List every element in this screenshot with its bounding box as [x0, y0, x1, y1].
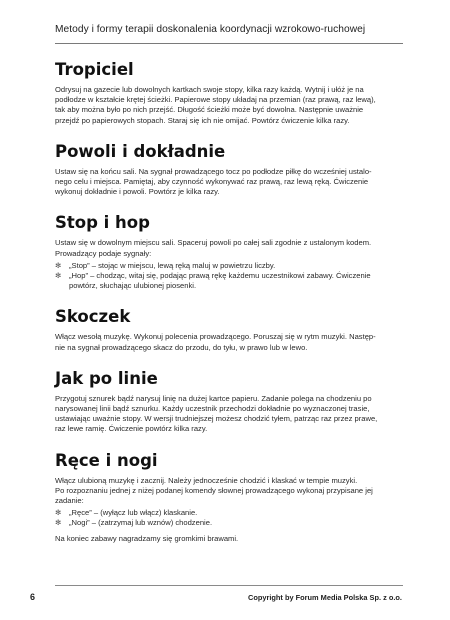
body-line: Po rozpoznaniu jednej z niżej podanej komendy słownej prowadzącego wykonaj przypisane jej	[55, 485, 373, 495]
copyright-notice: Copyright by Forum Media Polska Sp. z o.o.	[248, 593, 402, 602]
body-line: Prowadzący podaje sygnały:	[55, 248, 152, 258]
running-header: Metody i formy terapii doskonalenia koordynacji wzrokowo-ruchowej	[55, 24, 366, 35]
list-item	[55, 261, 403, 271]
section-title: Jak po linie	[55, 368, 158, 388]
section-body	[55, 332, 403, 352]
asterisk-bullet-icon: ✻	[55, 508, 62, 518]
header-divider	[55, 43, 403, 44]
body-line: narysowanej linii bądź sznurku. Każdy uczestnik przechodzi dokładnie po wyznaczonej trasie,	[55, 404, 370, 414]
bullet-line: „Hop” – chodząc, witaj się, podając prawą rękę każdemu uczestnikowi zabawy. Ćwiczenie	[69, 271, 371, 281]
bullet-line: „Stop” – stojąc w miejscu, lewą ręką maluj w powietrzu liczby.	[69, 260, 276, 270]
section-body	[55, 476, 403, 507]
section-1	[55, 142, 403, 198]
bullet-list	[55, 261, 403, 292]
asterisk-bullet-icon: ✻	[55, 260, 62, 270]
list-item	[55, 518, 403, 528]
section-title: Powoli i dokładnie	[55, 141, 226, 161]
section-0	[55, 60, 403, 126]
body-line: Ustaw się w dowolnym miejscu sali. Spaceruj powoli po całej sali zgodnie z ustalonym kodem.	[55, 238, 372, 248]
section-4	[55, 369, 403, 435]
section-title: Tropiciel	[55, 60, 134, 79]
section-closing	[55, 534, 403, 544]
body-line: Ustaw się na końcu sali. Na sygnał prowadzącego tocz po podłodze piłkę do wcześniej ustalo-	[55, 166, 372, 176]
body-line: Włącz ulubioną muzykę i zacznij. Należy jednocześnie chodzić i klaskać w tempie muzyki.	[55, 475, 358, 485]
section-title: Skoczek	[55, 307, 131, 327]
section-body	[55, 238, 403, 258]
bullet-list	[55, 508, 403, 528]
page-number: 6	[30, 592, 36, 602]
body-line: nego celu i miejsca. Pamiętaj, aby czynność wykonywać raz prawą, raz lewą ręką. Ćwiczenie	[55, 177, 369, 187]
section-title: Stop i hop	[55, 213, 150, 233]
asterisk-bullet-icon: ✻	[55, 271, 62, 281]
section-title: Ręce i nogi	[55, 450, 158, 470]
body-line: tak aby można było po nich przejść. Długość ścieżki może być dowolna. Następnie uważnie	[55, 105, 364, 115]
body-line: wykonuj dokładnie i powoli. Powtórz je kilka razy.	[55, 187, 220, 197]
body-line: raz lewe ramię. Ćwiczenie powtórz kilka razy.	[55, 424, 208, 434]
list-item	[55, 271, 403, 291]
bullet-line: „Nogi” – (zatrzymaj lub wznów) chodzenie.	[69, 518, 213, 528]
body-line: nie na sygnał prowadzącego skacz do przodu, do tyłu, w prawo lub w lewo.	[55, 342, 308, 352]
body-line: Na koniec zabawy nagradzamy się gromkimi brawami.	[55, 533, 239, 543]
main-content	[55, 60, 403, 560]
section-5	[55, 451, 403, 544]
body-line: zadanie:	[55, 496, 84, 506]
footer-divider	[55, 585, 403, 586]
bullet-line: powtórz, słuchając ulubionej piosenki.	[69, 281, 197, 291]
section-body	[55, 394, 403, 435]
body-line: Przygotuj sznurek bądź narysuj linię na dużej kartce papieru. Zadanie polega na chodzeniu po	[55, 393, 372, 403]
body-line: podłodze w kształcie krętej ścieżki. Papierowe stopy układaj na przemian (raz prawą, raz lewą),	[55, 95, 376, 105]
section-3	[55, 307, 403, 352]
asterisk-bullet-icon: ✻	[55, 518, 62, 528]
section-body	[55, 85, 403, 126]
body-line: Włącz wesołą muzykę. Wykonuj polecenia prowadzącego. Poruszaj się w rytm muzyki. Następ-	[55, 332, 376, 342]
body-line: Odrysuj na gazecie lub dowolnych kartkach swoje stopy, kilka razy każdą. Wytnij i ułóż je na	[55, 85, 364, 94]
body-line: ustawiając uważnie stopy. W wersji trudniejszej możesz chodzić tyłem, patrząc raz przez prawe,	[55, 414, 378, 424]
body-line: przejdź po papierowych stopach. Staraj się ich nie omijać. Powtórz ćwiczenie kilka razy.	[55, 115, 350, 125]
bullet-line: „Ręce” – (wyłącz lub włącz) klaskanie.	[69, 508, 198, 518]
section-body	[55, 167, 403, 198]
list-item	[55, 508, 403, 518]
section-2	[55, 213, 403, 291]
